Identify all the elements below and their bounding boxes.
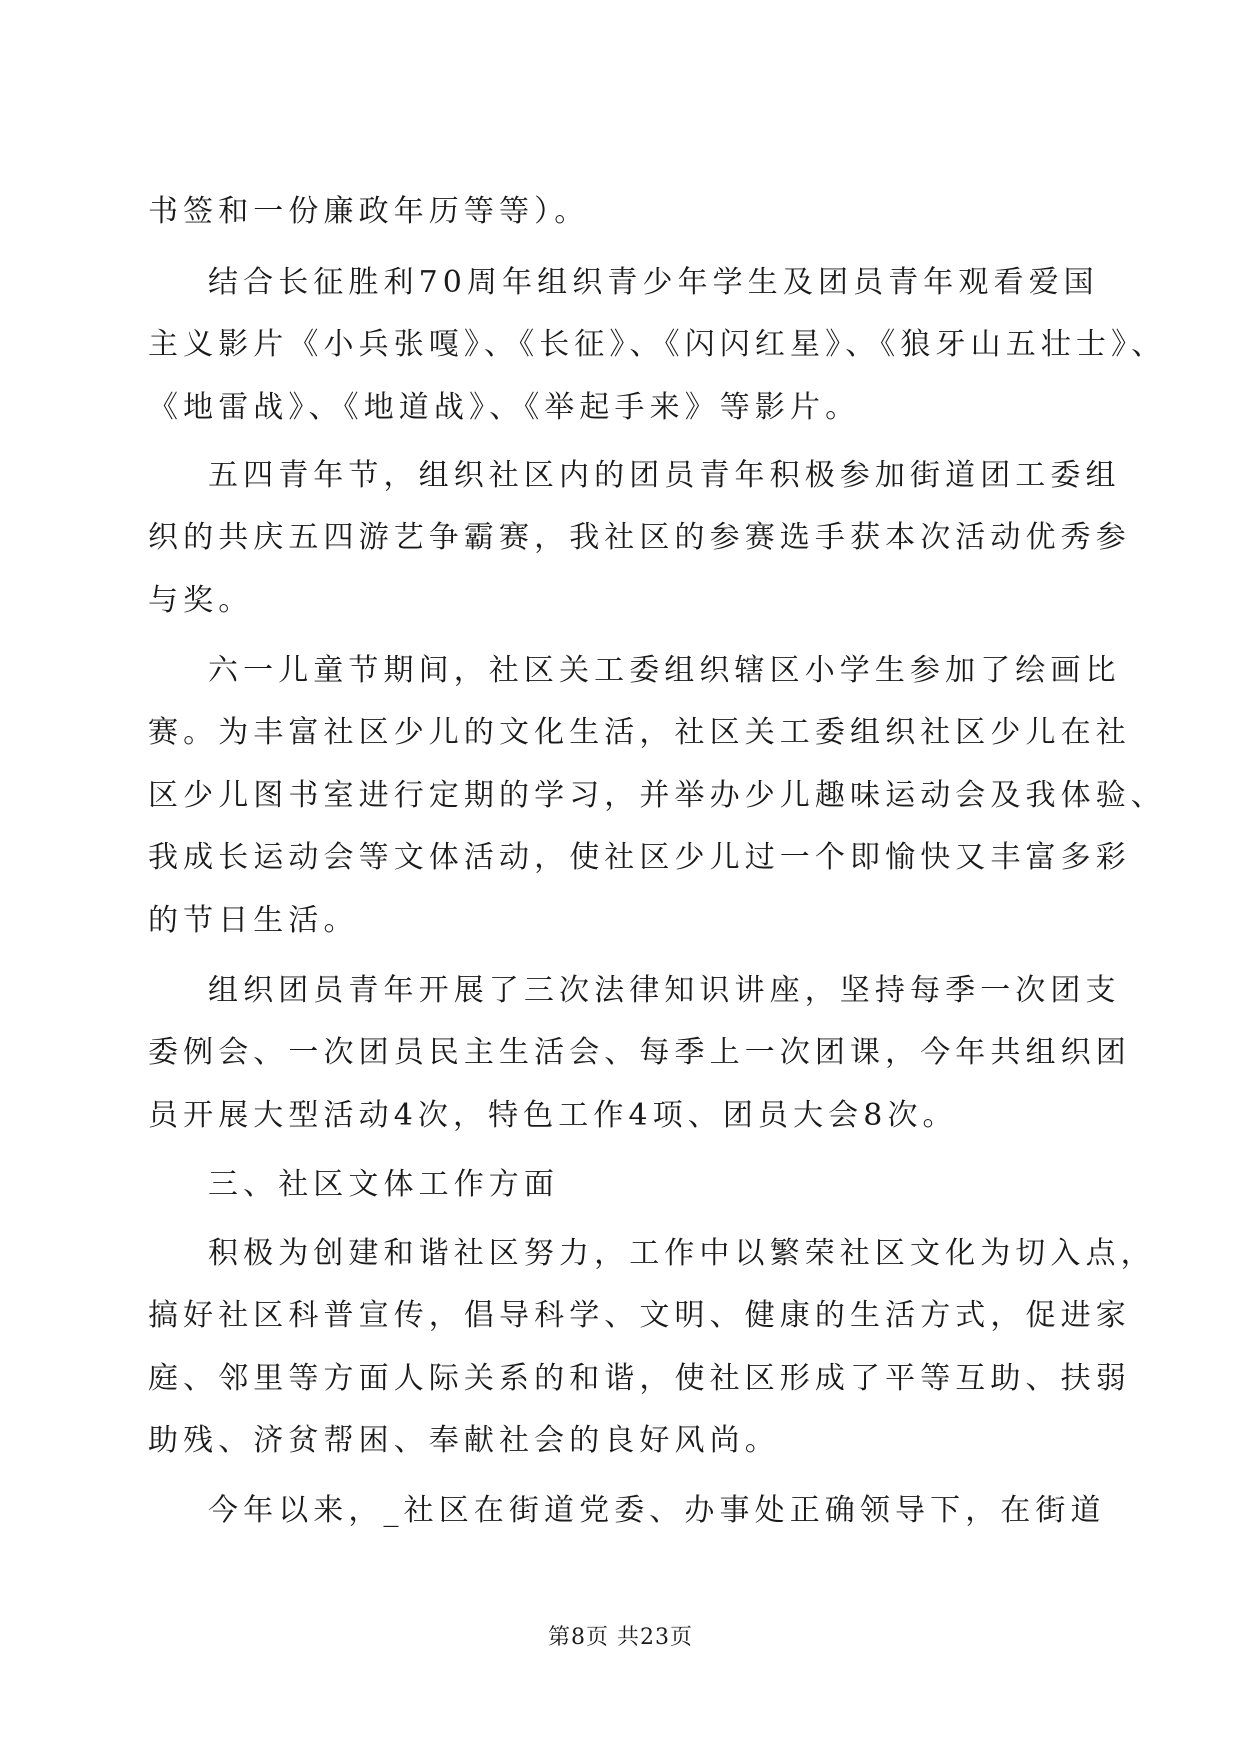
- text-line: 委例会、一次团员民主生活会、每季上一次团课，今年共组织团: [148, 1035, 1131, 1070]
- text-line: 我成长运动会等文体活动，使社区少儿过一个即愉快又丰富多彩: [148, 840, 1131, 875]
- text-line: 的节日生活。: [148, 903, 359, 938]
- text-line: 助残、济贫帮困、奉献社会的良好风尚。: [148, 1423, 780, 1458]
- text-line: 书签和一份廉政年历等等）。: [148, 194, 590, 229]
- text-line: 主义影片《小兵张嘎》、《长征》、《闪闪红星》、《狼牙山五壮士》、: [148, 327, 1167, 362]
- section-heading: 三、社区文体工作方面: [208, 1167, 559, 1202]
- text-line: 与奖。: [148, 583, 254, 618]
- text-line: 区少儿图书室进行定期的学习，并举办少儿趣味运动会及我体验、: [148, 778, 1166, 813]
- page-footer: 第8页 共23页: [548, 1625, 693, 1650]
- text-line: 搞好社区科普宣传，倡导科学、文明、健康的生活方式，促进家: [148, 1298, 1131, 1333]
- text-line: 五四青年节，组织社区内的团员青年积极参加街道团工委组: [208, 458, 1121, 493]
- text-line: 今年以来，_社区在街道党委、办事处正确领导下，在街道: [208, 1493, 1106, 1528]
- text-line: 六一儿童节期间，社区关工委组织辖区小学生参加了绘画比: [208, 653, 1121, 688]
- text-line: 赛。为丰富社区少儿的文化生活，社区关工委组织社区少儿在社: [148, 715, 1131, 750]
- text-line: 《地雷战》、《地道战》、《举起手来》等影片。: [148, 390, 861, 425]
- text-line: 庭、邻里等方面人际关系的和谐，使社区形成了平等互助、扶弱: [148, 1361, 1131, 1396]
- text-line: 结合长征胜利70周年组织青少年学生及团员青年观看爱国: [208, 265, 1099, 300]
- text-line: 组织团员青年开展了三次法律知识讲座，坚持每季一次团支: [208, 973, 1121, 1008]
- text-line: 织的共庆五四游艺争霸赛，我社区的参赛选手获本次活动优秀参: [148, 520, 1131, 555]
- text-line: 积极为创建和谐社区努力，工作中以繁荣社区文化为切入点，: [208, 1236, 1156, 1271]
- text-line: 员开展大型活动4次，特色工作4项、团员大会8次。: [148, 1098, 958, 1133]
